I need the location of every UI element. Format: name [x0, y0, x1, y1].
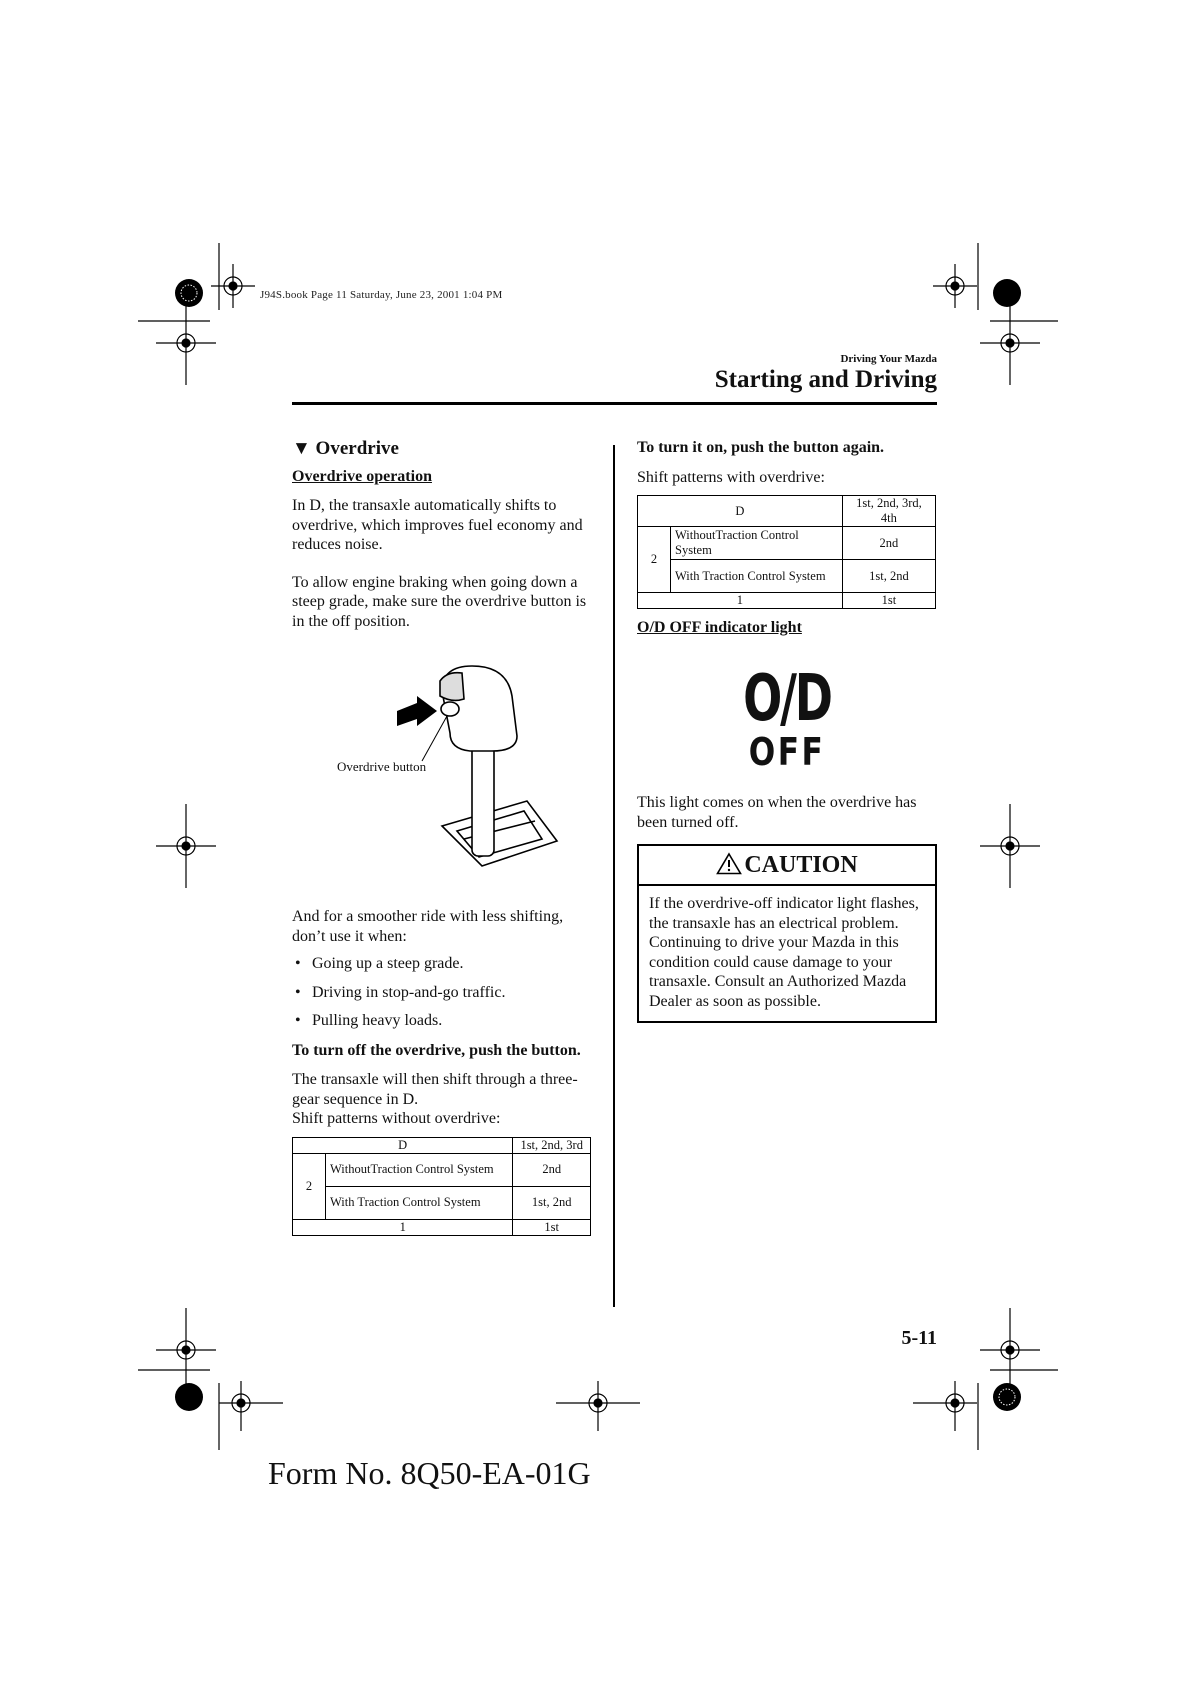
table-cell: With Traction Control System	[671, 560, 843, 593]
subheading: O/D OFF indicator light	[637, 619, 802, 636]
warning-triangle-icon	[716, 852, 742, 875]
table-cell: 1	[293, 1219, 513, 1235]
caution-header	[639, 846, 935, 886]
shift-lever-icon	[292, 651, 592, 901]
table-cell: 1st	[513, 1219, 591, 1235]
od-indicator-text: O/D	[743, 662, 831, 736]
table-cell: With Traction Control System	[326, 1186, 513, 1219]
table-cell: D	[638, 496, 843, 527]
table-cell: 1	[638, 593, 843, 609]
registration-dot	[175, 279, 203, 307]
right-column	[637, 438, 937, 1023]
table-cell: WithoutTraction Control System	[671, 527, 843, 560]
shift-lever-illustration	[292, 651, 592, 901]
caution-box	[637, 844, 937, 1023]
off-indicator-text: OFF	[748, 730, 826, 774]
table-cell: 2nd	[842, 527, 935, 560]
paragraph: The transaxle will then shift through a three-gear sequence in D.	[292, 1071, 578, 1108]
bullet-list	[292, 954, 592, 1031]
shift-table-with-overdrive	[637, 495, 936, 609]
registration-dot	[175, 1383, 203, 1411]
section-label: Driving Your Mazda	[840, 353, 937, 365]
form-number: Form No. 8Q50-EA-01G	[268, 1455, 591, 1491]
table-cell: 1st, 2nd	[513, 1186, 591, 1219]
table-cell: 1st	[842, 593, 935, 609]
table-cell: D	[293, 1137, 513, 1153]
book-info: J94S.book Page 11 Saturday, June 23, 2001 1:04 PM	[260, 289, 503, 301]
registration-dot	[993, 279, 1021, 307]
paragraph: Shift patterns with overdrive:	[637, 468, 825, 486]
caution-title: CAUTION	[744, 852, 858, 878]
paragraph: And for a smoother ride with less shifting, don’t use it when:	[292, 908, 564, 945]
page-title: Starting and Driving	[714, 366, 937, 393]
table-cell: 2	[293, 1153, 326, 1219]
paragraph: To allow engine braking when going down a steep grade, make sure the overdrive button is in the off position.	[292, 573, 587, 630]
paragraph: This light comes on when the overdrive has been turned off.	[637, 794, 917, 831]
list-item: • Driving in stop-and-go traffic.	[292, 983, 592, 1003]
caution-text: If the overdrive-off indicator light flashes, the transaxle has an electrical problem. Continuing to drive your Mazda in this condition could cause damage to your transaxle. Consult an Authorized Mazda Dealer as soon as possible.	[649, 895, 919, 1010]
paragraph: In D, the transaxle automatically shifts to overdrive, which improves fuel economy and reduces noise.	[292, 497, 583, 553]
list-item: • Going up a steep grade.	[292, 954, 592, 974]
registration-dot	[993, 1383, 1021, 1411]
table-cell: 2	[638, 527, 671, 593]
table-cell: WithoutTraction Control System	[326, 1153, 513, 1186]
table-cell: 1st, 2nd	[842, 560, 935, 593]
page-number: 5-11	[901, 1327, 937, 1349]
title-rule	[292, 402, 937, 405]
left-column	[292, 438, 592, 1236]
paragraph: Shift patterns without overdrive:	[292, 1110, 501, 1127]
column-divider	[613, 445, 615, 1307]
table-cell: 1st, 2nd, 3rd	[513, 1137, 591, 1153]
section-heading: ▼ Overdrive	[292, 438, 399, 459]
instruction-heading: To turn off the overdrive, push the button.	[292, 1041, 581, 1059]
shift-table-without-overdrive	[292, 1137, 591, 1236]
od-off-indicator	[637, 662, 937, 774]
illustration-label: Overdrive button	[337, 759, 427, 774]
table-cell: 1st, 2nd, 3rd, 4th	[842, 496, 935, 527]
table-cell: 2nd	[513, 1153, 591, 1186]
subheading: Overdrive operation	[292, 468, 432, 485]
list-item: • Pulling heavy loads.	[292, 1011, 592, 1031]
instruction-heading: To turn it on, push the button again.	[637, 439, 885, 456]
